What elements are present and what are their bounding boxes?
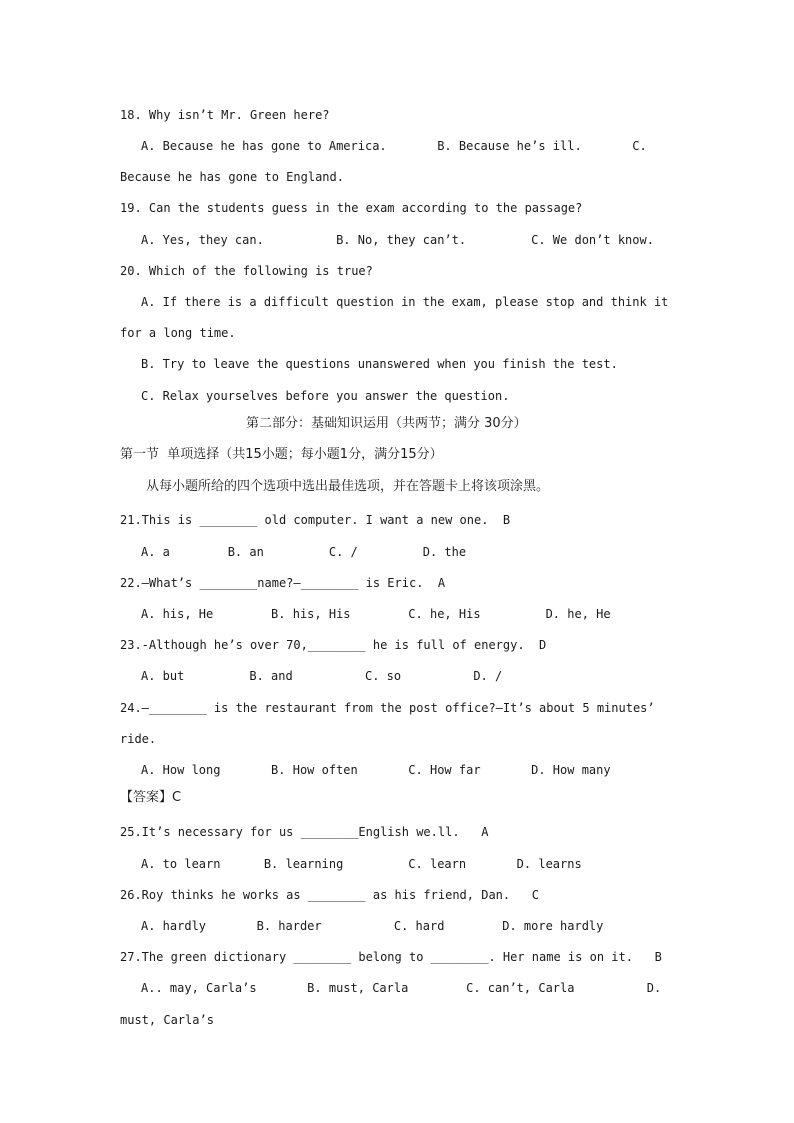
section1-heading: 第一节 单项选择（共15小题；每小题1分，满分15分） [120, 447, 443, 462]
q22-options: A. his, He B. his, His C. he, His D. he, He [141, 607, 611, 621]
q18-options: A. Because he has gone to America. B. Because he’s ill. C. [141, 139, 647, 153]
part2-title: 第二部分：基础知识运用（共两节；满分 30分） [246, 416, 527, 431]
q25-stem: 25.It’s necessary for us ________English we.ll. A [120, 825, 489, 839]
q20-option-a: A. If there is a difficult question in the exam, please stop and think it [141, 295, 669, 309]
q25-options: A. to learn B. learning C. learn D. learns [141, 857, 582, 871]
q21-stem: 21.This is ________ old computer. I want a new one. B [120, 513, 511, 527]
q20-option-a-wrap: for a long time. [120, 326, 236, 340]
q26-stem: 26.Roy thinks he works as ________ as his friend, Dan. C [120, 888, 540, 902]
q22-stem: 22.—What’s ________name?—________ is Eric. A [120, 576, 446, 590]
q19-options: A. Yes, they can. B. No, they can’t. C. We don’t know. [141, 233, 654, 247]
q23-options: A. but B. and C. so D. / [141, 669, 503, 683]
q20-option-c: C. Relax yourselves before you answer the question. [141, 389, 510, 403]
q20-stem: 20. Which of the following is true? [120, 264, 373, 278]
q24-wrap: ride. [120, 732, 157, 746]
q26-options: A. hardly B. harder C. hard D. more hardly [141, 919, 604, 933]
q18-wrap: Because he has gone to England. [120, 170, 344, 184]
q27-options: A.. may, Carla’s B. must, Carla C. can’t, Carla D. [141, 981, 662, 995]
q21-options: A. a B. an C. / D. the [141, 545, 467, 559]
q19-stem: 19. Can the students guess in the exam according to the passage? [120, 201, 583, 215]
q24-stem: 24.—________ is the restaurant from the post office?—It’s about 5 minutes’ [120, 701, 655, 715]
section1-instruction: 从每小题所给的四个选项中选出最佳选项，并在答题卡上将该项涂黑。 [146, 479, 550, 494]
q24-options: A. How long B. How often C. How far D. How many [141, 763, 611, 777]
q20-option-b: B. Try to leave the questions unanswered when you finish the test. [141, 357, 618, 371]
q23-stem: 23.-Although he’s over 70,________ he is full of energy. D [120, 638, 547, 652]
q27-stem: 27.The green dictionary ________ belong to ________. Her name is on it. B [120, 950, 662, 964]
q24-answer: 【答案】C [120, 790, 182, 805]
q27-wrap: must, Carla’s [120, 1013, 214, 1027]
q18-stem: 18. Why isn’t Mr. Green here? [120, 108, 330, 122]
